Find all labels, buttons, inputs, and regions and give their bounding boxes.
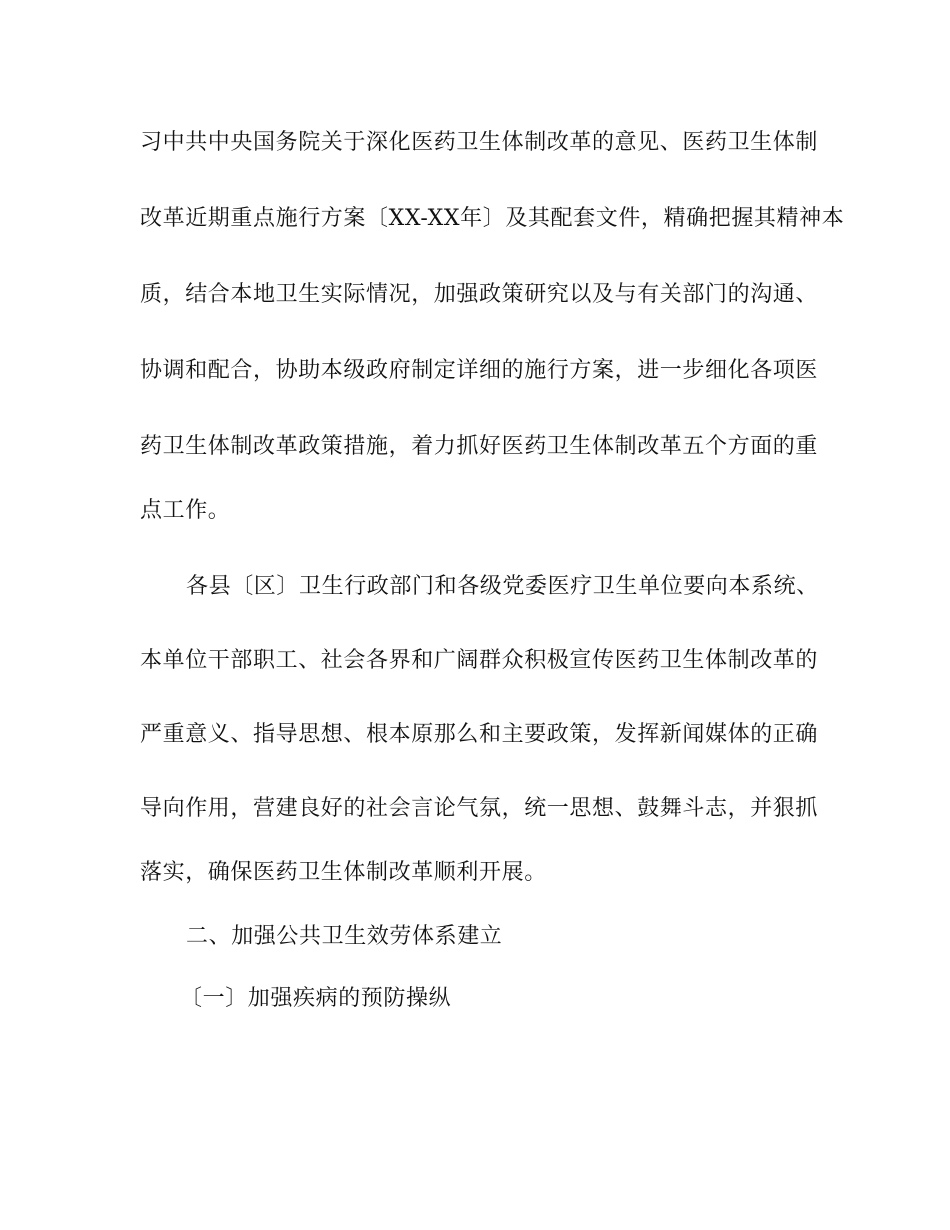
paragraph-line: 本单位干部职工、社会各界和广阔群众积极宣传医药卫生体制改革的	[140, 648, 819, 673]
paragraph-line: 点工作。	[140, 498, 231, 523]
paragraph-line: 习中共中央国务院关于深化医药卫生体制改革的意见、医药卫生体制	[140, 130, 819, 155]
paragraph-line: 改革近期重点施行方案〔XX-XX年〕及其配套文件，精确把握其精神本	[140, 206, 845, 231]
paragraph-line: 导向作用，营建良好的社会言论气氛，统一思想、鼓舞斗志，并狠抓	[140, 796, 819, 821]
paragraph-line: 各县〔区〕卫生行政部门和各级党委医疗卫生单位要向本系统、	[186, 574, 819, 599]
subsection-heading: 〔一〕加强疾病的预防操纵	[180, 986, 452, 1011]
paragraph-line: 质，结合本地卫生实际情况，加强政策研究以及与有关部门的沟通、	[140, 282, 819, 307]
paragraph-line: 严重意义、指导思想、根本原那么和主要政策，发挥新闻媒体的正确	[140, 722, 819, 747]
paragraph-line: 协调和配合，协助本级政府制定详细的施行方案，进一步细化各项医	[140, 358, 819, 383]
paragraph-line: 药卫生体制改革政策措施，着力抓好医药卫生体制改革五个方面的重	[140, 434, 819, 459]
paragraph-line: 落实，确保医药卫生体制改革顺利开展。	[140, 860, 547, 885]
section-heading: 二、加强公共卫生效劳体系建立	[186, 924, 503, 949]
